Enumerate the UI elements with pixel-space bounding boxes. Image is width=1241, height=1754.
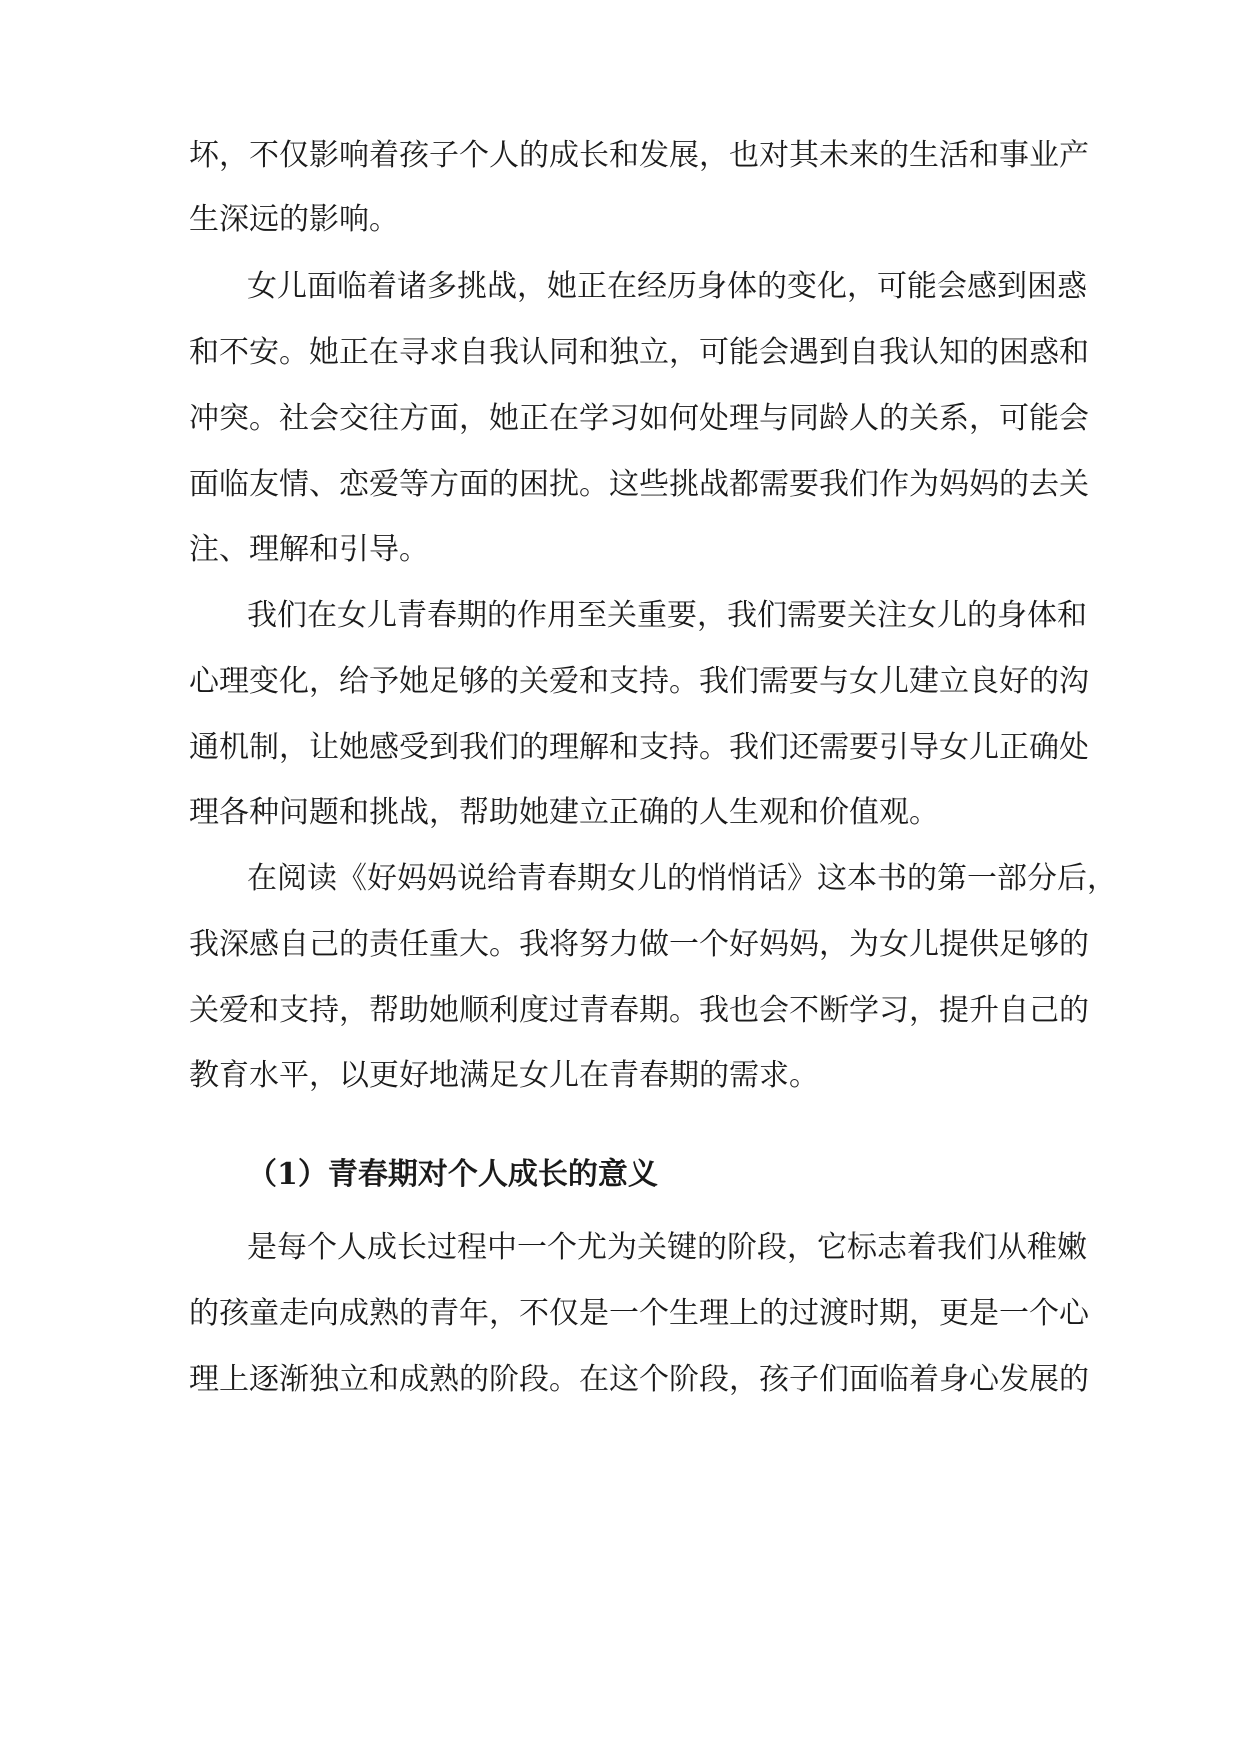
paragraph-4-line-1: 在阅读《好妈妈说给青春期女儿的悄悄话》这本书的第一部分后， — [247, 861, 1117, 896]
section-heading: （1）青春期对个人成长的意义 — [247, 1157, 658, 1192]
paragraph-3-line-3: 通机制，让她感受到我们的理解和支持。我们还需要引导女儿正确处 — [189, 730, 1089, 765]
paragraph-2-line-4: 面临友情、恋爱等方面的困扰。这些挑战都需要我们作为妈妈的去关 — [189, 467, 1089, 502]
paragraph-1-line-2: 生深远的影响。 — [189, 202, 399, 237]
paragraph-3-line-1: 我们在女儿青春期的作用至关重要，我们需要关注女儿的身体和 — [247, 598, 1087, 633]
paragraph-3-line-2: 心理变化，给予她足够的关爱和支持。我们需要与女儿建立良好的沟 — [189, 664, 1089, 699]
paragraph-4-line-4: 教育水平，以更好地满足女儿在青春期的需求。 — [189, 1058, 819, 1093]
paragraph-2-line-2: 和不安。她正在寻求自我认同和独立，可能会遇到自我认知的困惑和 — [189, 335, 1089, 370]
paragraph-2-line-1: 女儿面临着诸多挑战，她正在经历身体的变化，可能会感到困惑 — [247, 269, 1087, 304]
paragraph-2-line-5: 注、理解和引导。 — [189, 532, 429, 567]
paragraph-1-line-1: 坏，不仅影响着孩子个人的成长和发展，也对其未来的生活和事业产 — [189, 138, 1089, 173]
paragraph-4-line-2: 我深感自己的责任重大。我将努力做一个好妈妈，为女儿提供足够的 — [189, 927, 1089, 962]
paragraph-3-line-4: 理各种问题和挑战，帮助她建立正确的人生观和价值观。 — [189, 795, 939, 830]
paragraph-4-line-3: 关爱和支持，帮助她顺利度过青春期。我也会不断学习，提升自己的 — [189, 993, 1089, 1028]
section-paragraph-line-2: 的孩童走向成熟的青年，不仅是一个生理上的过渡时期，更是一个心 — [189, 1296, 1089, 1331]
paragraph-2-line-3: 冲突。社会交往方面，她正在学习如何处理与同龄人的关系，可能会 — [189, 401, 1089, 436]
section-paragraph-line-1: 是每个人成长过程中一个尤为关键的阶段，它标志着我们从稚嫩 — [247, 1230, 1087, 1265]
section-paragraph-line-3: 理上逐渐独立和成熟的阶段。在这个阶段，孩子们面临着身心发展的 — [189, 1362, 1089, 1397]
